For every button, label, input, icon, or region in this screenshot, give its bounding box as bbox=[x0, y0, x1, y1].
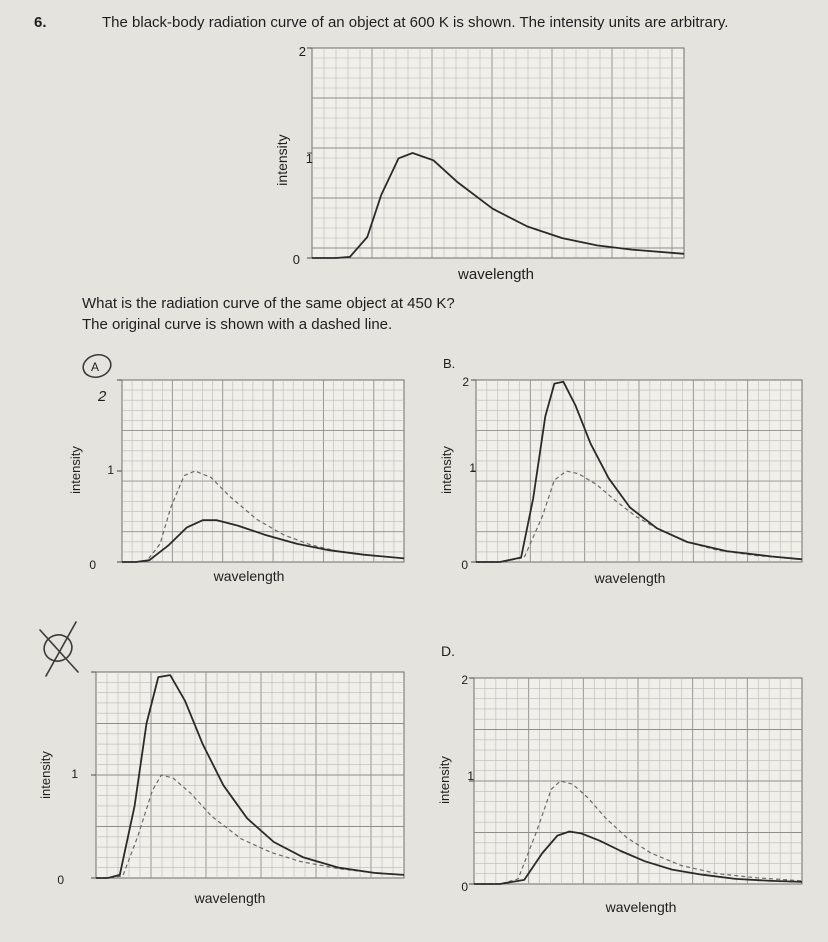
option-c-ytick-bottom: 0 bbox=[57, 873, 64, 887]
original-xlabel: wavelength bbox=[458, 266, 534, 283]
option-a-handwritten-two: 2 bbox=[98, 388, 107, 405]
original-ytick-top: 2 bbox=[298, 44, 306, 59]
option-b-chart-grid bbox=[471, 380, 802, 562]
original-ylabel: intensity bbox=[274, 134, 290, 186]
question-number: 6. bbox=[34, 14, 47, 31]
original-ytick-mid: 1 bbox=[305, 151, 313, 166]
option-a-xlabel: wavelength bbox=[213, 568, 285, 584]
option-d-ytick-bottom: 0 bbox=[461, 880, 468, 894]
option-d-ytick-mid: 1 bbox=[467, 769, 474, 783]
option-b-ytick-mid: 1 bbox=[469, 461, 476, 475]
option-c-chart bbox=[38, 622, 404, 906]
option-b-ytick-bottom: 0 bbox=[461, 558, 468, 572]
option-d-chart-grid bbox=[469, 678, 802, 884]
chart-original-frame bbox=[312, 48, 684, 258]
option-a-label: A bbox=[91, 360, 100, 374]
question-prompt-line2: The original curve is shown with a dashed line. bbox=[82, 316, 393, 333]
question-intro: The black-body radiation curve of an object at 600 K is shown. The intensity units are arbitrary. bbox=[102, 14, 729, 31]
option-a-ylabel: intensity bbox=[68, 446, 83, 494]
original-ytick-bottom: 0 bbox=[292, 252, 300, 267]
option-b-chart bbox=[439, 356, 802, 586]
option-d-ytick-top: 2 bbox=[461, 673, 468, 687]
option-a-ytick-bottom: 0 bbox=[89, 558, 96, 572]
original-chart-grid bbox=[307, 48, 684, 258]
option-c-ylabel: intensity bbox=[38, 751, 53, 799]
option-d-chart bbox=[437, 643, 802, 915]
option-b-ytick-top: 2 bbox=[462, 375, 469, 389]
option-a-chart-grid bbox=[117, 380, 404, 562]
question-prompt-line1: What is the radiation curve of the same object at 450 K? bbox=[82, 295, 455, 312]
option-a-ytick-mid: 1 bbox=[107, 463, 114, 477]
option-c-xlabel: wavelength bbox=[194, 890, 266, 906]
option-d-label: D. bbox=[441, 643, 455, 659]
option-c-chart-grid bbox=[91, 672, 404, 878]
original-chart bbox=[274, 44, 684, 283]
option-b-label: B. bbox=[443, 356, 456, 371]
option-b-ylabel: intensity bbox=[439, 446, 454, 494]
option-b-xlabel: wavelength bbox=[594, 570, 666, 586]
option-d-xlabel: wavelength bbox=[605, 899, 677, 915]
option-c-ytick-mid: 1 bbox=[71, 767, 78, 781]
option-a-chart bbox=[68, 352, 404, 584]
option-c-cross-mark bbox=[40, 622, 78, 676]
option-d-ylabel: intensity bbox=[437, 756, 452, 804]
